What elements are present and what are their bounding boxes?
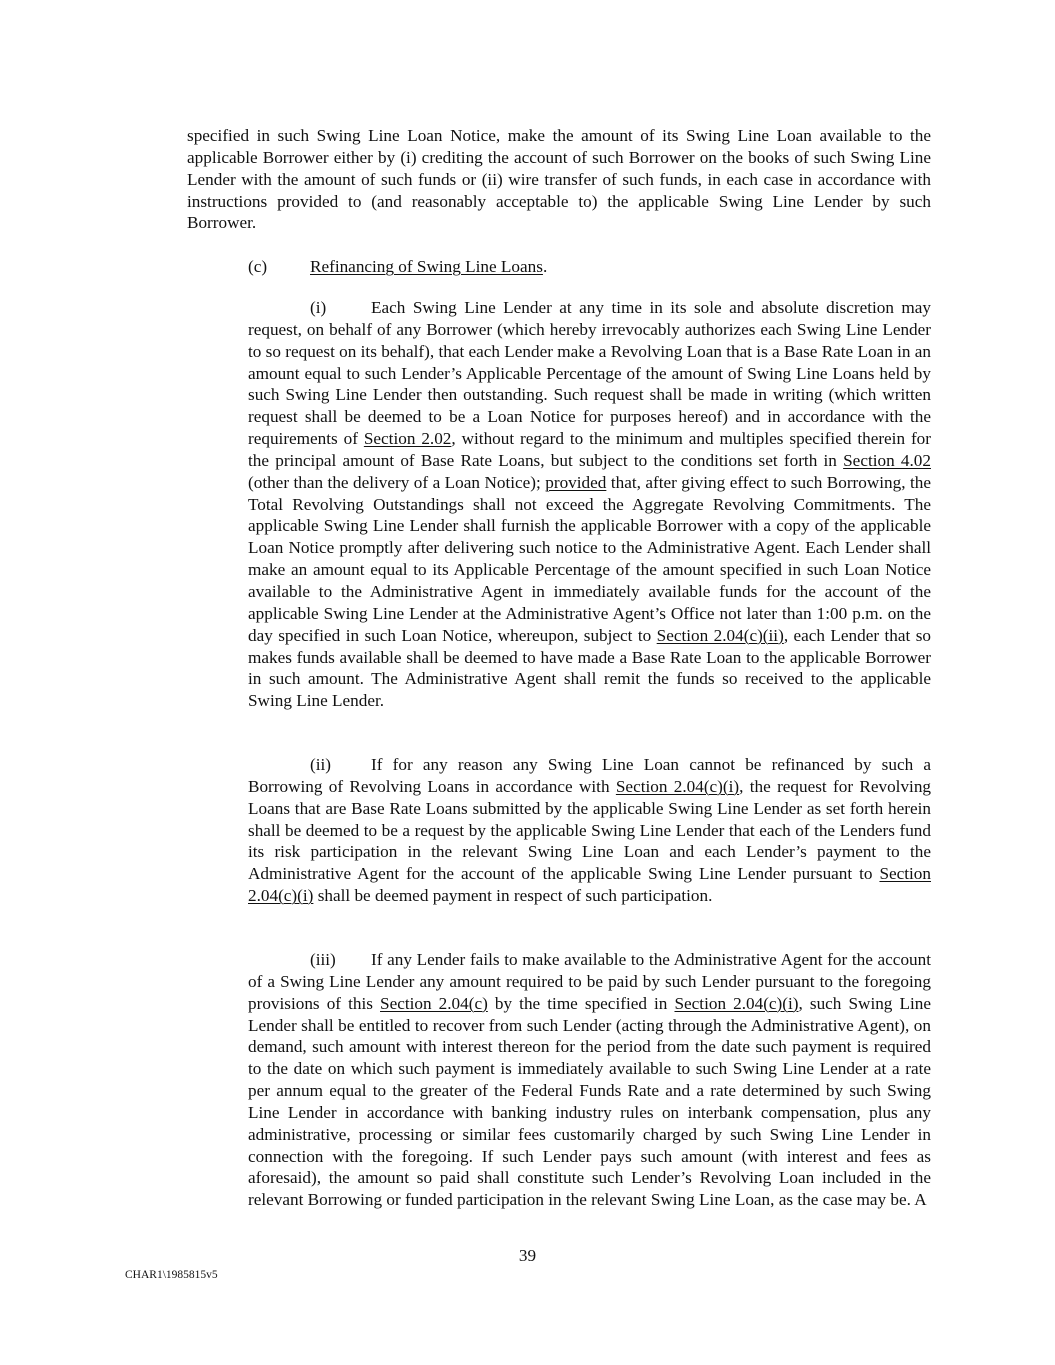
section-c-title-period: . [542, 257, 548, 276]
subsection-ii-text-1: If for any reason any Swing Line Loan cannot be refinanced by such a Borrowing of Revolving Loans in accordance with [248, 755, 931, 796]
section-2-04-c-reference: Section 2.04(c) [380, 993, 488, 1013]
provided-term: provided [545, 472, 607, 492]
section-2-04-c-ii-reference: Section 2.04(c)(ii) [656, 625, 784, 645]
subsection-ii-text-3: shall be deemed payment in respect of such participation. [313, 886, 713, 906]
subsection-i-text-2: , without regard to the minimum and multiples specified therein for the principal amount of Base Rate Loans, but subject to the conditions set forth in [248, 429, 931, 470]
section-c-enumerator: (c) [248, 257, 268, 276]
subsection-i-paragraph [248, 297, 931, 712]
subsection-iii-paragraph [248, 949, 931, 1211]
intro-text: specified in such Swing Line Loan Notice, make the amount of its Swing Line Loan available to the applicable Borrower either by (i) crediting the account of such Borrower on the books of such Swing Line Lender with the amount of such funds or (ii) wire transfer of such funds, in each case in accordance with instructions provided to (and reasonably acceptable to) the applicable Swing Line Lender by such Borrower. [187, 126, 931, 233]
subsection-ii-paragraph [248, 754, 931, 907]
subsection-iii-text-2: by the time specified in [487, 993, 675, 1013]
section-4-02-reference: Section 4.02 [843, 450, 931, 470]
subsection-i-text-3: (other than the delivery of a Loan Notice); [248, 472, 546, 492]
subsection-i-enumerator: (i) [310, 298, 327, 317]
subsection-iii-text-1: If any Lender fails to make available to the Administrative Agent for the account of a Swing Line Lender any amount required to be paid by such Lender pursuant to the foregoing provisions of this [248, 950, 931, 1013]
subsection-ii-text-2: , the request for Revolving Loans that are Base Rate Loans submitted by the applicable Swing Line Lender as set forth herein shall be deemed to be a request by the applicable Swing Line Lender that each of the Lenders fund its risk participation in the relevant Swing Line Loan and each Lender’s payment to the Administrative Agent for the account of the applicable Swing Line Lender pursuant to [248, 776, 932, 884]
subsection-i-text-4: that, after giving effect to such Borrowing, the Total Revolving Outstandings shall not exceed the Aggregate Revolving Commitments. The applicable Swing Line Lender shall furnish the applicable Borrower with a copy of the applicable Loan Notice promptly after delivering such notice to the Administrative Agent. Each Lender shall make an amount equal to its Applicable Percentage of the amount specified in such Loan Notice available to the Administrative Agent in immediately available funds for the account of the applicable Swing Line Lender at the Administrative Agent’s Office not later than 1:00 p.m. on the day specified in such Loan Notice, whereupon, subject to [248, 472, 932, 645]
subsection-ii-enumerator: (ii) [310, 755, 331, 774]
section-2-02-reference: Section 2.02 [363, 429, 452, 449]
subsection-iii-text-3: , such Swing Line Lender shall be entitled to recover from such Lender (acting through the Administrative Agent), on demand, such amount with interest thereon for the period from the date such payment is required to the date on which such payment is immediately available to such Swing Line Lender at a rate per annum equal to the greater of the Federal Funds Rate and a rate determined by such Swing Line Lender in accordance with banking industry rules on interbank compensation, plus any administrative, processing or similar fees customarily charged by such Swing Line Lender in connection with the foregoing. If such Lender pays such amount (with interest and fees as aforesaid), the amount so paid shall constitute such Lender’s Revolving Loan included in the relevant Borrowing or funded participation in the relevant Swing Line Loan, as the case may be. A [248, 993, 931, 1210]
document-id: CHAR1\1985815v5 [125, 1269, 218, 1281]
subsection-iii-enumerator: (iii) [310, 950, 336, 969]
page-number: 39 [518, 1246, 537, 1265]
section-2-04-c-i-reference: Section 2.04(c)(i) [674, 993, 799, 1013]
section-2-04-c-i-reference: Section 2.04(c)(i) [615, 776, 740, 796]
section-c-heading [248, 256, 931, 278]
subsection-i-text-1: Each Swing Line Lender at any time in its sole and absolute discretion may request, on behalf of any Borrower (which hereby irrevocably authorizes each Swing Line Lender to so request on its behalf), that each Lender make a Revolving Loan that is a Base Rate Loan in an amount equal to such Lender’s Applicable Percentage of the amount of Swing Line Loans held by such Swing Line Lender then outstanding. Such request shall be made in writing (which written request shall be deemed to be a Loan Notice for purposes hereof) and in accordance with the requirements of [248, 298, 931, 449]
section-2-04-c-i-reference: Section 2.04(c)(i) [248, 864, 931, 906]
subsection-i-text-5: , each Lender that so makes funds available shall be deemed to have made a Base Rate Loan to the applicable Borrower in such amount. The Administrative Agent shall remit the funds so received to the applicable Swing Line Lender. [248, 625, 931, 711]
section-c-title: Refinancing of Swing Line Loans [310, 257, 543, 276]
intro-paragraph [187, 125, 931, 234]
